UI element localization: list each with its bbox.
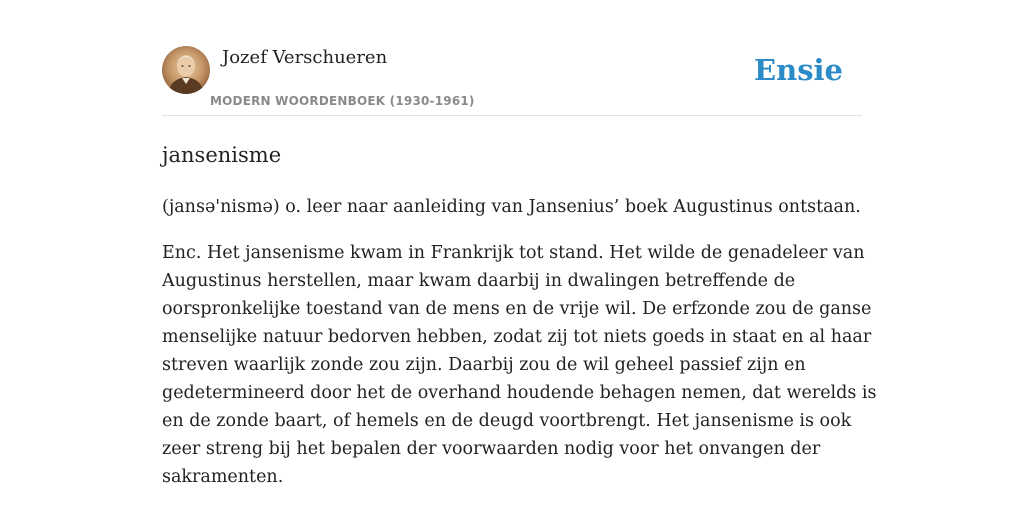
entry-definition: (jansə'nismə) o. leer naar aanleiding van Jansenius’ boek Augustinus ontstaan. [162,197,861,217]
body-line: gedetermineerd door het de overhand houdende behagen nemen, dat werelds is [162,383,877,403]
body-line: Enc. Het jansenisme kwam in Frankrijk tot stand. Het wilde de genadeleer van [162,243,865,263]
body-line: menselijke natuur bedorven hebben, zodat zij tot niets goeds in staat en al haar [162,327,872,347]
author-name[interactable]: Jozef Verschueren [222,47,388,68]
body-line: Augustinus herstellen, maar kwam daarbij in dwalingen betreffende de [162,271,796,291]
portrait-icon [162,46,210,94]
entry-headword: jansenisme [162,143,282,167]
entry-body [162,239,877,491]
body-line: oorspronkelijke toestand van de mens en de vrije wil. De erfzonde zou de ganse [162,299,872,319]
header-divider [162,115,862,116]
brand-logo[interactable]: Ensie [754,53,843,87]
body-line: streven waarlijk zonde zou zijn. Daarbij zou de wil geheel passief zijn en [162,355,806,375]
author-avatar[interactable] [162,46,210,94]
body-line: sakramenten. [162,467,284,487]
body-line: en de zonde baart, of hemels en de deugd voortbrengt. Het jansenisme is ook [162,411,852,431]
body-line: zeer streng bij het bepalen der voorwaarden nodig voor het onvangen der [162,439,821,459]
source-label[interactable]: MODERN WOORDENBOEK (1930-1961) [210,94,475,108]
